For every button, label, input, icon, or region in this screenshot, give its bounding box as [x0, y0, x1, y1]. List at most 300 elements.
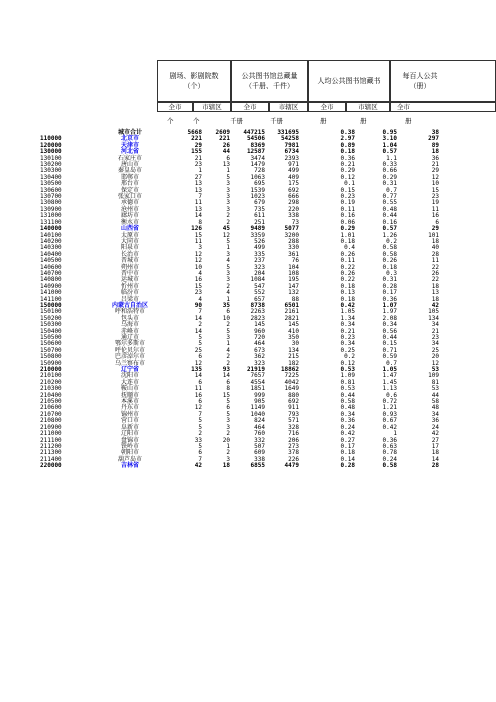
table-cell: 2.08: [382, 314, 397, 322]
region-code: 211100: [40, 436, 62, 444]
table-cell: 5668: [187, 129, 202, 136]
table-cell: 221: [219, 135, 230, 143]
subheader-label: 市辖区: [202, 103, 222, 111]
table-cell: 3200: [284, 231, 299, 239]
table-cell: 13: [194, 186, 202, 194]
table-cell: 338: [254, 455, 265, 463]
table-cell: 1.1: [386, 154, 397, 162]
region-code: 130000: [40, 148, 62, 156]
table-cell: 134: [428, 314, 439, 322]
table-cell: 1.01: [340, 231, 355, 239]
table-cell: 0.93: [382, 410, 397, 418]
table-cell: 3: [226, 276, 230, 284]
table-cell: 464: [254, 423, 265, 431]
table-cell: 0.58: [340, 398, 355, 406]
table-cell: 30: [291, 340, 299, 348]
region-name: 乌兰察布市: [114, 359, 145, 367]
table-cell: 571: [288, 417, 299, 425]
table-cell: 134: [288, 346, 299, 354]
table-cell: 1479: [250, 161, 265, 169]
table-cell: 28: [431, 250, 439, 258]
region-code: 150200: [40, 314, 62, 322]
table-cell: 206: [288, 436, 299, 444]
table-cell: 6: [226, 378, 230, 386]
region-code: 211200: [40, 442, 62, 450]
region-name: 太原市: [120, 231, 139, 239]
table-cell: 288: [288, 237, 299, 245]
table-cell: 5: [226, 237, 230, 245]
table-cell: 0.58: [382, 462, 397, 470]
table-cell: 5: [198, 423, 202, 431]
region-name: 盘锦市: [120, 436, 139, 444]
subheader-cell: [308, 102, 346, 112]
table-cell: 0.44: [340, 391, 355, 399]
table-cell: 552: [254, 289, 265, 297]
region-name: 临汾市: [120, 289, 139, 297]
table-cell: 362: [254, 353, 265, 361]
region-name: 辽阳市: [120, 430, 139, 438]
table-cell: 323: [254, 359, 265, 367]
table-cell: 695: [254, 180, 265, 188]
table-cell: 0.34: [382, 321, 397, 329]
table-cell: 0.16: [340, 212, 355, 220]
table-cell: 330: [288, 244, 299, 252]
table-cell: 11: [431, 205, 439, 213]
subheader-cell: [193, 102, 231, 112]
unit-label: 册: [360, 117, 367, 125]
region-name: 城市合计: [117, 129, 142, 136]
region-name: 锦州市: [120, 410, 139, 418]
table-cell: 2: [226, 321, 230, 329]
table-cell: 104: [288, 263, 299, 271]
table-cell: 331695: [277, 129, 299, 136]
table-cell: 15: [222, 391, 230, 399]
table-cell: 5: [198, 417, 202, 425]
region-name: 丹东市: [120, 404, 139, 412]
region-code: 210800: [40, 417, 62, 425]
region-code: 211300: [40, 449, 62, 457]
table-cell: 18: [431, 449, 439, 457]
table-cell: 0.7: [386, 359, 397, 367]
table-cell: 26: [431, 269, 439, 277]
region-name: 沧州市: [120, 205, 139, 213]
region-code: 130800: [40, 199, 62, 207]
table-cell: 0.36: [340, 154, 355, 162]
table-cell: 2821: [284, 314, 299, 322]
table-cell: 2161: [284, 308, 299, 316]
table-cell: 716: [288, 430, 299, 438]
table-cell: 11: [194, 199, 202, 207]
table-cell: 0.16: [382, 218, 397, 226]
table-cell: 2: [226, 449, 230, 457]
table-cell: 15: [431, 186, 439, 194]
table-cell: 15: [194, 231, 202, 239]
region-name: 唐山市: [120, 161, 139, 169]
table-cell: 35: [222, 301, 230, 309]
region-name: 鄂尔多斯市: [114, 340, 145, 348]
table-cell: 34: [431, 321, 439, 329]
table-cell: 5: [226, 398, 230, 406]
table-cell: 93: [222, 366, 230, 374]
table-cell: 273: [288, 442, 299, 450]
table-cell: 6734: [284, 148, 299, 156]
table-cell: 12: [194, 404, 202, 412]
table-cell: 3: [226, 455, 230, 463]
table-cell: 13: [431, 289, 439, 297]
header-per-capita-books-label: 人均公共图书馆藏书: [317, 77, 381, 85]
table-cell: 8738: [250, 301, 265, 309]
table-cell: 679: [254, 199, 265, 207]
table-cell: 13: [194, 180, 202, 188]
table-cell: 81: [431, 378, 439, 386]
table-cell: 2: [226, 359, 230, 367]
table-cell: 3: [226, 269, 230, 277]
table-cell: 76: [291, 257, 299, 265]
table-cell: 323: [254, 263, 265, 271]
region-code: 211400: [40, 455, 62, 463]
subheader-label: 全市: [397, 103, 410, 111]
table-cell: 7657: [250, 372, 265, 380]
table-cell: 14: [194, 372, 202, 380]
table-cell: 1649: [284, 385, 299, 393]
table-cell: 8: [198, 218, 202, 226]
subheader-cell: [346, 102, 390, 112]
table-cell: 7981: [284, 141, 299, 149]
table-cell: 21: [431, 161, 439, 169]
table-cell: 73: [291, 218, 299, 226]
table-cell: 464: [254, 340, 265, 348]
region-code: 130200: [40, 161, 62, 169]
table-cell: 5: [226, 173, 230, 181]
table-cell: 215: [288, 353, 299, 361]
table-cell: 0.42: [340, 301, 355, 309]
table-cell: 155: [191, 148, 202, 156]
table-cell: 0.18: [340, 295, 355, 303]
table-cell: 2263: [250, 308, 265, 316]
table-cell: 335: [254, 250, 265, 258]
region-name: 辽宁省: [120, 366, 139, 374]
data-table: [40, 130, 439, 470]
region-name: 沈阳市: [120, 372, 139, 380]
table-cell: 7: [198, 410, 202, 418]
table-cell: 999: [254, 391, 265, 399]
table-cell: 12: [431, 173, 439, 181]
table-cell: 905: [254, 398, 265, 406]
region-name: 阜新市: [120, 423, 139, 431]
region-code: 140000: [40, 225, 62, 233]
table-cell: 3: [226, 423, 230, 431]
table-cell: 0.31: [382, 180, 397, 188]
table-cell: 9489: [250, 225, 265, 233]
table-cell: 0.36: [382, 436, 397, 444]
table-cell: 0.27: [340, 436, 355, 444]
table-cell: 16: [194, 276, 202, 284]
table-cell: 11: [194, 237, 202, 245]
table-cell: 34: [431, 410, 439, 418]
region-name: 秦皇岛市: [117, 167, 142, 175]
table-cell: 880: [288, 391, 299, 399]
region-code: 140700: [40, 269, 62, 277]
table-cell: 3: [226, 417, 230, 425]
table-cell: 0.33: [382, 161, 397, 169]
table-row: [40, 463, 439, 469]
table-cell: 5: [198, 442, 202, 450]
region-code: 210900: [40, 423, 62, 431]
table-cell: 12: [194, 250, 202, 258]
table-cell: 1: [198, 167, 202, 175]
region-name: 本溪市: [120, 398, 139, 406]
table-cell: 2823: [250, 314, 265, 322]
region-code: 211000: [40, 430, 62, 438]
table-cell: 0.4: [344, 244, 355, 252]
table-cell: 0.22: [340, 263, 355, 271]
table-cell: 298: [288, 199, 299, 207]
table-cell: 0.58: [382, 250, 397, 258]
table-cell: 126: [191, 225, 202, 233]
table-cell: 10: [431, 180, 439, 188]
region-name: 吉林省: [120, 462, 139, 470]
table-cell: 5: [226, 410, 230, 418]
table-cell: 0.23: [340, 193, 355, 201]
table-cell: 824: [254, 417, 265, 425]
region-name: 石家庄市: [117, 154, 142, 162]
table-cell: 221: [191, 135, 202, 143]
table-cell: 44: [431, 391, 439, 399]
region-code: 210500: [40, 398, 62, 406]
region-name: 呼和浩特市: [114, 308, 145, 316]
table-cell: 14: [194, 212, 202, 220]
table-cell: 0.89: [340, 141, 355, 149]
table-cell: 728: [254, 167, 265, 175]
table-cell: 11: [431, 257, 439, 265]
table-cell: 0.26: [340, 269, 355, 277]
table-cell: 4: [226, 289, 230, 297]
table-cell: 0.11: [340, 257, 355, 265]
table-cell: 23: [194, 289, 202, 297]
region-code: 150600: [40, 340, 62, 348]
table-cell: 0.15: [340, 186, 355, 194]
table-cell: 1851: [250, 385, 265, 393]
table-cell: 547: [254, 282, 265, 290]
table-cell: 3.10: [382, 135, 397, 143]
table-cell: 16: [194, 391, 202, 399]
table-cell: 4: [226, 346, 230, 354]
subheader-cell: [157, 102, 193, 112]
region-code: 130500: [40, 180, 62, 188]
table-cell: 2: [226, 353, 230, 361]
unit-label: 千册: [230, 117, 243, 125]
header-per-hundred-label: 每百人公共（册）: [402, 72, 438, 90]
region-code: 150100: [40, 308, 62, 316]
table-cell: 0.13: [340, 289, 355, 297]
region-name: 山西省: [120, 225, 139, 233]
unit-label: 个: [193, 117, 200, 125]
table-cell: 0.11: [340, 205, 355, 213]
table-cell: 22: [431, 263, 439, 271]
table-cell: 10: [222, 314, 230, 322]
table-cell: 0.26: [340, 250, 355, 258]
table-cell: 1: [393, 430, 397, 438]
table-cell: 12: [194, 359, 202, 367]
table-cell: 29: [431, 225, 439, 233]
header-per-hundred: [390, 60, 496, 102]
table-cell: 6: [198, 449, 202, 457]
table-cell: 0.77: [382, 193, 397, 201]
region-name: 葫芦岛市: [117, 455, 142, 463]
table-cell: 0.81: [340, 378, 355, 386]
table-cell: 0.3: [386, 269, 397, 277]
table-cell: 53: [431, 366, 439, 374]
table-cell: 2: [198, 430, 202, 438]
region-name: 河北省: [120, 148, 139, 156]
table-cell: 0.31: [382, 276, 397, 284]
table-cell: 7: [198, 308, 202, 316]
table-cell: 4: [198, 269, 202, 277]
table-cell: 0.66: [382, 167, 397, 175]
table-cell: 17: [431, 442, 439, 450]
subheader-cell: [390, 102, 496, 112]
table-cell: 27: [431, 436, 439, 444]
table-cell: 6: [198, 398, 202, 406]
table-cell: 0.29: [382, 173, 397, 181]
table-cell: 0.28: [340, 462, 355, 470]
table-cell: 6: [226, 154, 230, 162]
table-cell: 18: [222, 462, 230, 470]
table-cell: 34: [431, 340, 439, 348]
region-name: 朔州市: [120, 263, 139, 271]
table-cell: 666: [288, 193, 299, 201]
header-library-collection: [231, 60, 308, 102]
table-cell: 1.47: [382, 372, 397, 380]
table-cell: 88: [291, 295, 299, 303]
table-cell: 0.18: [340, 237, 355, 245]
table-cell: 16: [431, 212, 439, 220]
table-cell: 53: [431, 385, 439, 393]
unit-label: 个: [167, 117, 174, 125]
table-cell: 24: [431, 423, 439, 431]
region-name: 晋中市: [120, 269, 139, 277]
region-name: 保定市: [120, 186, 139, 194]
table-cell: 1.04: [382, 141, 397, 149]
table-cell: 0.44: [382, 212, 397, 220]
region-code: 141000: [40, 289, 62, 297]
table-cell: 507: [254, 442, 265, 450]
header-per-capita-books: [308, 60, 390, 102]
table-cell: 0.15: [382, 340, 397, 348]
table-cell: 657: [254, 295, 265, 303]
table-cell: 0.48: [382, 205, 397, 213]
table-cell: 105: [428, 308, 439, 316]
table-cell: 20: [222, 436, 230, 444]
table-cell: 0.7: [386, 186, 397, 194]
region-code: 210300: [40, 385, 62, 393]
region-name: 巴彦淖尔市: [114, 353, 145, 361]
table-cell: 0.38: [340, 129, 355, 136]
table-cell: 338: [288, 212, 299, 220]
table-cell: 1.97: [382, 308, 397, 316]
table-cell: 13: [222, 161, 230, 169]
table-cell: 0.34: [340, 321, 355, 329]
table-cell: 28: [431, 462, 439, 470]
table-cell: 0.44: [382, 334, 397, 341]
table-cell: 175: [288, 180, 299, 188]
table-cell: 19: [431, 199, 439, 207]
table-cell: 378: [288, 449, 299, 457]
table-cell: 44: [222, 148, 230, 156]
table-cell: 0.14: [340, 455, 355, 463]
region-code: 141100: [40, 295, 62, 303]
region-name: 通辽市: [120, 334, 139, 341]
region-code: 140900: [40, 282, 62, 290]
table-cell: 0.56: [382, 327, 397, 335]
region-name: 内蒙古自治区: [111, 301, 148, 309]
table-cell: 0.72: [382, 398, 397, 406]
table-cell: 3: [226, 199, 230, 207]
region-name: 乌海市: [120, 321, 139, 329]
table-cell: 673: [254, 346, 265, 354]
region-code: 131100: [40, 218, 62, 226]
table-cell: 0.78: [382, 449, 397, 457]
table-cell: 1: [226, 295, 230, 303]
table-cell: 4479: [284, 462, 299, 470]
region-code: 130600: [40, 186, 62, 194]
table-cell: 1.07: [382, 301, 397, 309]
region-name: 吕梁市: [120, 295, 139, 303]
table-cell: 499: [254, 244, 265, 252]
table-cell: 6: [226, 308, 230, 316]
region-name: 天津市: [120, 141, 139, 149]
region-code: 150500: [40, 334, 62, 341]
table-cell: 5: [226, 263, 230, 271]
table-cell: 108: [288, 269, 299, 277]
table-cell: 25: [431, 346, 439, 354]
subheader-label: 全市: [168, 103, 182, 111]
table-cell: 0.18: [340, 148, 355, 156]
table-cell: 42: [431, 430, 439, 438]
unit-label: 千册: [270, 117, 283, 125]
table-cell: 195: [288, 276, 299, 284]
table-cell: 0.67: [382, 417, 397, 425]
table-cell: 0.57: [382, 225, 397, 233]
region-code: 150700: [40, 346, 62, 354]
subheader-label: 市辖区: [278, 103, 299, 111]
table-cell: 12: [222, 231, 230, 239]
table-cell: 1.21: [382, 404, 397, 412]
table-cell: 0.18: [382, 263, 397, 271]
table-cell: 0.21: [340, 161, 355, 169]
table-cell: 132: [288, 289, 299, 297]
table-cell: 0.48: [340, 404, 355, 412]
unit-label: 册: [405, 117, 412, 125]
table-cell: 0.36: [340, 417, 355, 425]
region-code: 140200: [40, 237, 62, 245]
table-cell: 14: [194, 314, 202, 322]
table-cell: 145: [288, 321, 299, 329]
table-cell: 7: [198, 455, 202, 463]
table-cell: 1: [226, 167, 230, 175]
table-cell: 1.05: [340, 308, 355, 316]
region-code: 210400: [40, 391, 62, 399]
table-cell: 18: [431, 148, 439, 156]
table-cell: 2: [226, 212, 230, 220]
table-cell: 0.57: [382, 148, 397, 156]
subheader-label: 全市: [320, 103, 334, 111]
table-cell: 23: [194, 161, 202, 169]
table-cell: 0.06: [340, 218, 355, 226]
table-cell: 1.26: [382, 231, 397, 239]
table-cell: 18: [431, 295, 439, 303]
table-cell: 3: [198, 244, 202, 252]
